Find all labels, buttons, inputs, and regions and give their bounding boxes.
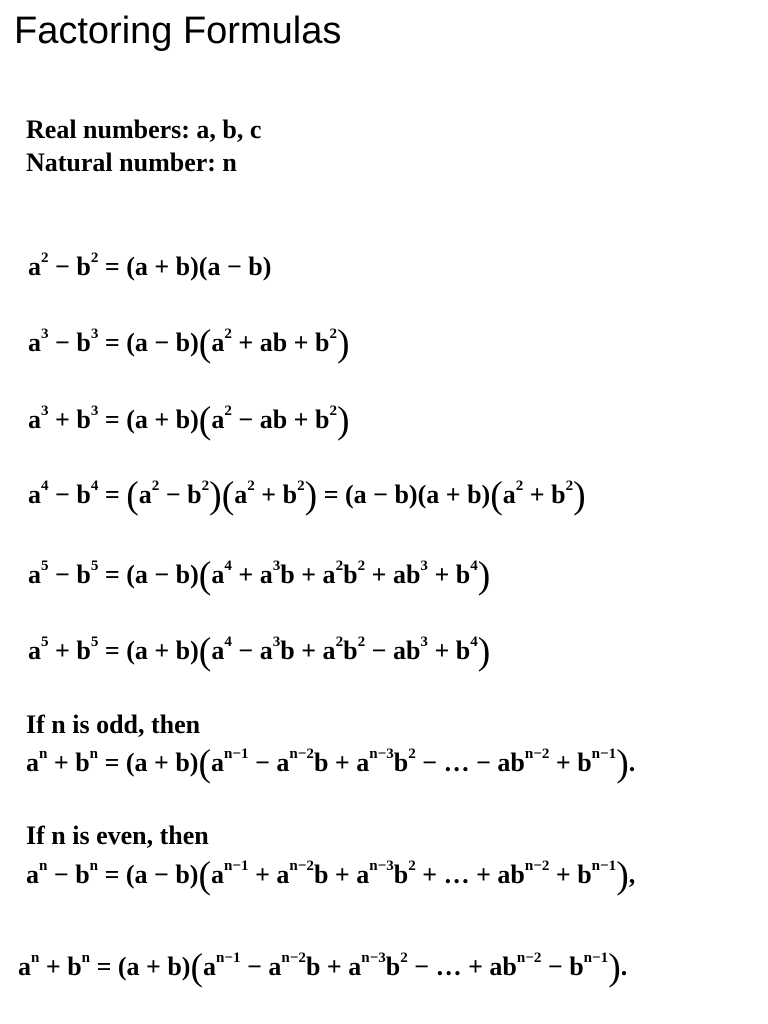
- formula-difference-nth-powers-even: $a^n - b^n = (a - b)(a^{n-1} + a^{n-2}b + a^{n-3}b^2$ + … + $ab^{n-2} + b^{n-1}$),: [26, 854, 636, 897]
- intro-real-numbers: Real numbers: a, b, c: [26, 115, 262, 144]
- condition-n-even: If n is even, then: [26, 821, 209, 850]
- formula-sum-of-cubes: $a^3 + b^3 = (a + b)(a^2$ − ab + $b^2$): [28, 399, 350, 442]
- page-title: Factoring Formulas: [14, 10, 342, 52]
- formula-difference-of-fifth-powers: $a^5 - b^5 = (a - b)(a^4 + a^3b + a^2b^2 + ab^3 + b^4)$: [28, 554, 491, 597]
- formula-difference-of-cubes: $a^3 - b^3 = (a - b)(a^2$ + ab + $b^2$): [28, 322, 350, 365]
- condition-n-odd: If n is odd, then: [26, 710, 201, 739]
- formula-sum-nth-powers-even: $a^n + b^n = (a + b)(a^{n-1} - a^{n-2}b + a^{n-3}b^2$ − … + $ab^{n-2} - b^{n-1}$).: [18, 946, 628, 989]
- formula-difference-of-squares: $a^2 - b^2 = (a + b)(a - b)$: [28, 250, 272, 281]
- formula-difference-of-fourth-powers: $a^4 - b^4 = (a^2 - b^2)(a^2 + b^2) = (a - b)(a + b)(a^2 + b^2)$: [28, 474, 586, 517]
- formula-sum-of-fifth-powers: $a^5 + b^5 = (a + b)(a^4 - a^3b + a^2b^2 - ab^3 + b^4)$: [28, 630, 491, 673]
- intro-natural-number: Natural number: n: [26, 148, 237, 177]
- formula-sum-nth-powers-odd: $a^n + b^n = (a + b)(a^{n-1} - a^{n-2}b + a^{n-3}b^2$ − … − $ab^{n-2} + b^{n-1}$).: [26, 742, 636, 785]
